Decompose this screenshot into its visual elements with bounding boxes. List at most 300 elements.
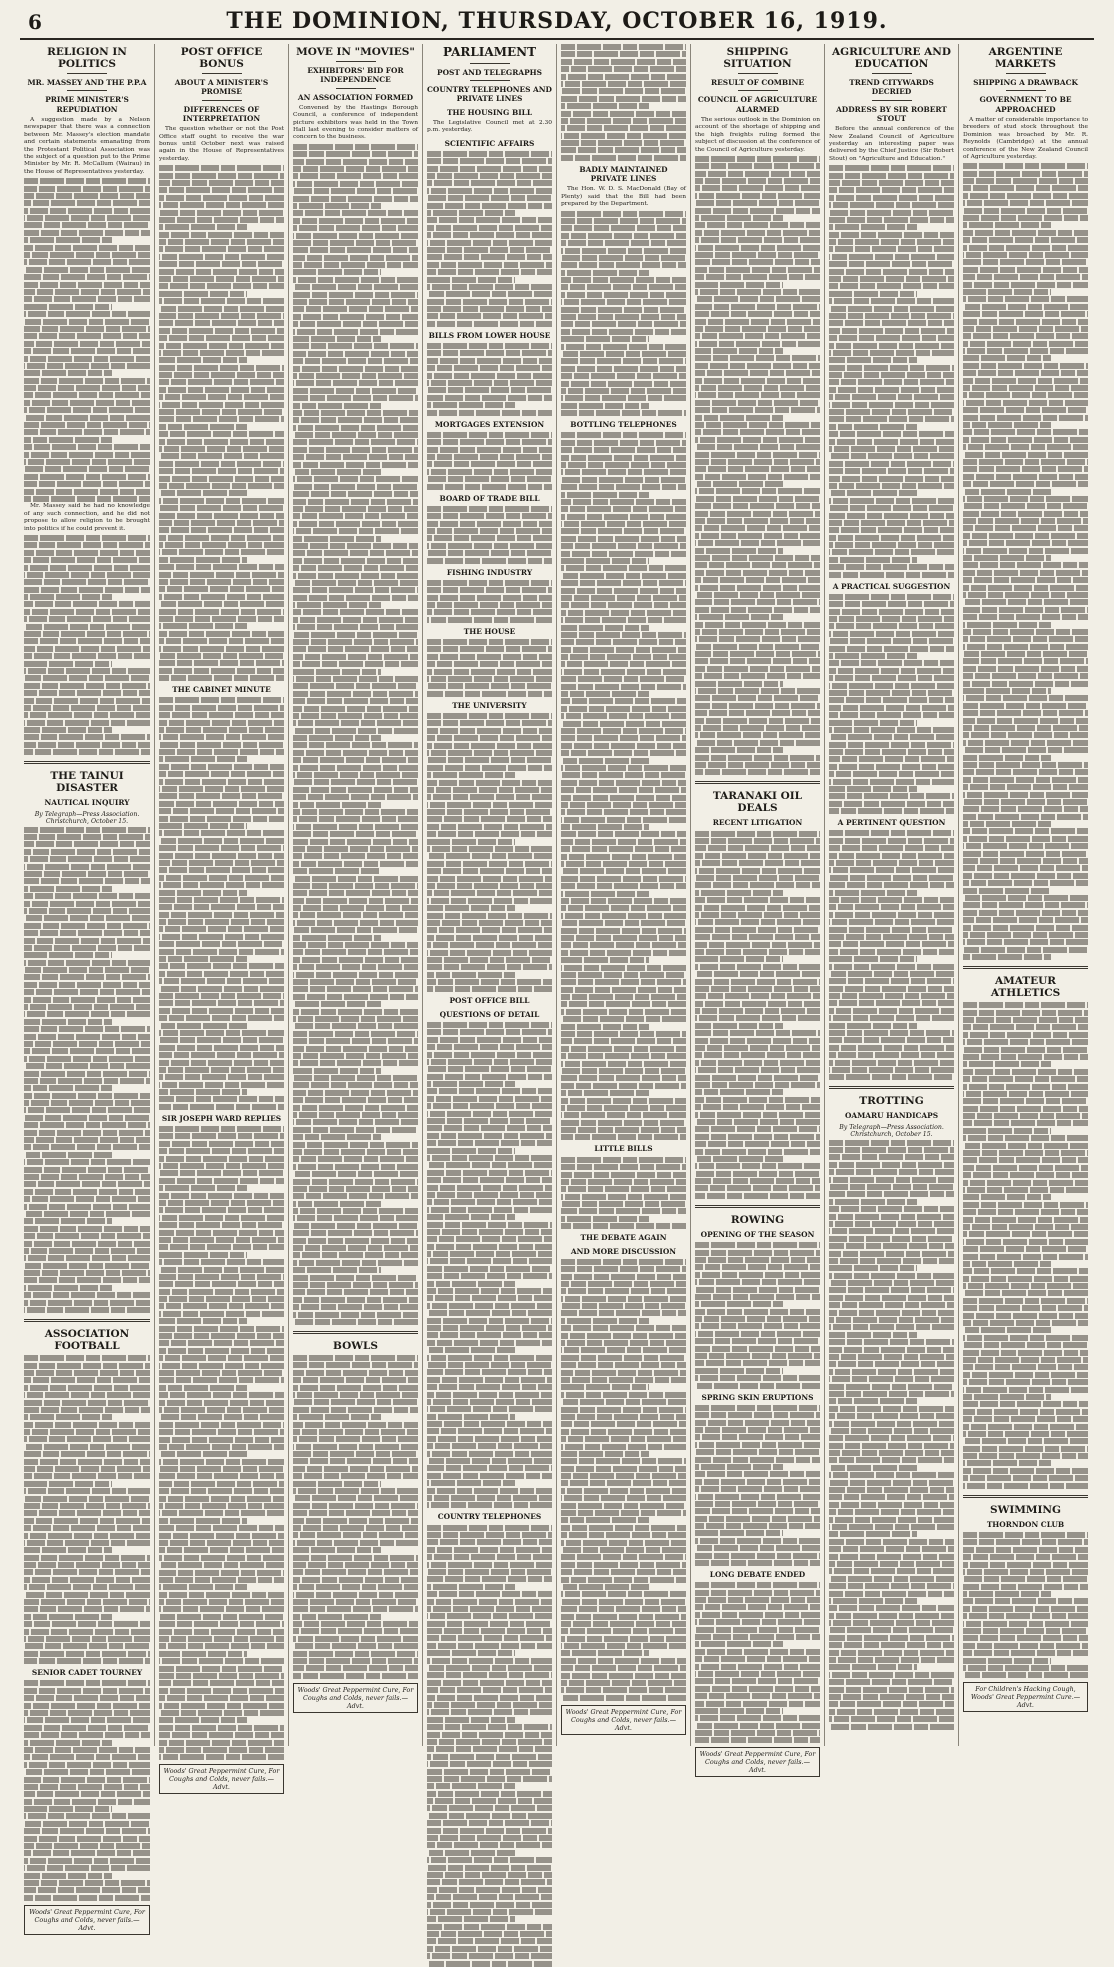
text-line (293, 1577, 418, 1583)
text-line (427, 173, 552, 179)
subheading: THE UNIVERSITY (452, 700, 527, 710)
text-line (963, 1613, 1088, 1619)
text-line (695, 415, 783, 421)
text-line (963, 1672, 1088, 1678)
text-line (561, 521, 686, 527)
text-line (561, 632, 686, 638)
text-line (293, 1636, 418, 1642)
text-line (695, 333, 820, 339)
text-line (695, 1582, 820, 1588)
column-7 (824, 44, 958, 1746)
text-line (561, 492, 649, 498)
text-line (561, 262, 686, 268)
text-line (24, 705, 150, 711)
text-line (695, 422, 820, 428)
text-line (829, 557, 917, 563)
text-line (561, 1414, 686, 1420)
text-line (695, 1715, 820, 1721)
text-line (561, 336, 649, 342)
text-line (427, 1332, 552, 1338)
text-line (963, 1569, 1088, 1575)
text-line (561, 321, 686, 327)
text-line (561, 1495, 686, 1501)
text-line (24, 422, 150, 428)
text-line (427, 1155, 552, 1161)
article-text-block (159, 1126, 284, 1760)
text-line (159, 409, 284, 415)
text-line (829, 1015, 954, 1021)
text-line (695, 1134, 820, 1140)
text-line (695, 237, 820, 243)
text-line (427, 1865, 552, 1871)
text-line (561, 1186, 686, 1192)
text-line (561, 617, 686, 623)
text-line (829, 1450, 954, 1456)
text-line (695, 838, 820, 844)
subheading: BOARD OF TRADE BILL (439, 493, 540, 503)
text-line (293, 196, 418, 202)
column-3 (288, 44, 422, 1746)
text-line (24, 1880, 150, 1886)
text-line (829, 690, 954, 696)
text-line (829, 808, 954, 814)
text-line (695, 1067, 820, 1073)
text-line (427, 387, 552, 393)
text-line (24, 274, 150, 280)
text-line (427, 661, 552, 667)
text-line (695, 274, 820, 280)
text-line (695, 1030, 820, 1036)
text-line (561, 133, 686, 139)
text-line (24, 631, 150, 637)
text-line (159, 283, 284, 289)
text-line (24, 712, 150, 718)
text-line (561, 1208, 686, 1214)
text-line (695, 1723, 820, 1729)
text-line (561, 455, 686, 461)
text-line (963, 1628, 1088, 1634)
text-line (427, 757, 552, 763)
text-line (24, 311, 150, 317)
text-line (829, 1354, 954, 1360)
text-line (159, 1703, 284, 1709)
text-line (829, 1509, 954, 1515)
text-line (427, 1687, 552, 1693)
text-line (159, 1614, 284, 1620)
text-line (24, 1754, 150, 1760)
text-line (561, 1355, 686, 1361)
text-line (561, 462, 686, 468)
text-line (695, 474, 820, 480)
text-line (963, 1290, 1088, 1296)
text-line (159, 246, 284, 252)
text-line (427, 1525, 552, 1531)
text-line (293, 1673, 418, 1679)
text-line (963, 230, 1088, 236)
text-line (427, 365, 552, 371)
text-line (427, 646, 552, 652)
text-line (427, 1502, 552, 1508)
text-line (695, 230, 820, 236)
text-line (829, 860, 954, 866)
text-line (293, 1112, 418, 1118)
text-line (695, 1693, 820, 1699)
text-line (427, 1103, 552, 1109)
text-line (963, 1643, 1088, 1649)
text-line (561, 1075, 686, 1081)
text-line (293, 1297, 418, 1303)
text-line (24, 624, 150, 630)
text-line (427, 1414, 515, 1420)
text-line (427, 728, 552, 734)
text-line (159, 173, 284, 179)
text-line (293, 521, 418, 527)
text-line (159, 217, 284, 223)
text-line (695, 1641, 783, 1647)
text-line (829, 1546, 954, 1552)
text-line (829, 1221, 954, 1227)
text-line (561, 66, 686, 72)
text-line (427, 321, 552, 327)
text-line (561, 551, 686, 557)
text-line (427, 1451, 552, 1457)
text-line (293, 876, 418, 882)
text-line (24, 638, 150, 644)
article-text-block (561, 432, 686, 1140)
text-line (695, 1560, 820, 1566)
text-line (561, 477, 686, 483)
text-line (695, 429, 820, 435)
article-text-block (561, 1157, 686, 1230)
text-line (829, 291, 917, 297)
text-line (561, 1201, 686, 1207)
text-line (963, 644, 1088, 650)
text-line (695, 363, 820, 369)
text-line (24, 1263, 150, 1269)
text-line (159, 365, 284, 371)
text-line (293, 1385, 418, 1391)
text-line (427, 1599, 552, 1605)
text-line (829, 1724, 954, 1730)
text-line (695, 1052, 820, 1058)
text-line (561, 750, 686, 756)
text-line (24, 1122, 150, 1128)
text-line (561, 440, 686, 446)
text-line (695, 666, 820, 672)
text-line (829, 1147, 954, 1153)
text-line (24, 1806, 112, 1812)
text-line (427, 1170, 552, 1176)
text-line (695, 518, 820, 524)
text-line (427, 986, 552, 992)
text-line (159, 1133, 284, 1139)
text-line (159, 1193, 284, 1199)
text-line (24, 429, 150, 435)
text-line (963, 1076, 1088, 1082)
text-line (829, 298, 954, 304)
text-line (963, 1098, 1088, 1104)
text-line (24, 1850, 150, 1856)
text-line (695, 622, 820, 628)
headline: THE TAINUI DISASTER (50, 770, 124, 795)
text-line (829, 771, 954, 777)
text-line (829, 313, 954, 319)
text-line (159, 919, 284, 925)
text-line (695, 533, 820, 539)
text-line (293, 839, 418, 845)
text-line (963, 1084, 1088, 1090)
text-line (963, 1276, 1088, 1282)
text-line (24, 1307, 150, 1313)
text-line (159, 1481, 284, 1487)
text-line (427, 350, 552, 356)
text-line (963, 1621, 1088, 1627)
text-line (561, 240, 686, 246)
text-line (24, 1189, 150, 1195)
text-line (293, 210, 418, 216)
text-line (561, 1038, 686, 1044)
text-line (963, 806, 1088, 812)
text-line (293, 735, 381, 741)
text-line (695, 1264, 820, 1270)
text-line (695, 1119, 820, 1125)
text-line (695, 1664, 820, 1670)
text-line (24, 333, 150, 339)
article-text-block (829, 1140, 954, 1730)
text-line (829, 1487, 954, 1493)
text-line (695, 503, 820, 509)
text-line (24, 1466, 150, 1472)
article-text: Mr. Massey said he had no knowledge of any such connection, and he did not propose to allow religion to be brought into politics if he could prevent it. (24, 503, 150, 532)
text-line (24, 1680, 150, 1686)
text-line (695, 562, 820, 568)
text-line (427, 1769, 552, 1775)
text-line (963, 1424, 1088, 1430)
text-line (24, 1777, 150, 1783)
text-line (293, 233, 418, 239)
text-line (963, 1379, 1088, 1385)
text-line (293, 1105, 418, 1111)
text-line (24, 1459, 150, 1465)
text-line (829, 683, 954, 689)
text-line (159, 1584, 247, 1590)
text-line (427, 609, 552, 615)
text-line (829, 195, 954, 201)
text-line (293, 1075, 418, 1081)
text-line (293, 890, 418, 896)
text-line (427, 1805, 552, 1811)
text-line (293, 1370, 418, 1376)
text-line (159, 1540, 284, 1546)
text-line (427, 1133, 552, 1139)
advertisement: Woods' Great Peppermint Cure, For Coughs and Colds, never fails.—Advt. (159, 1764, 284, 1794)
text-line (159, 1429, 284, 1435)
article-text-block (427, 580, 552, 623)
text-line (963, 326, 1088, 332)
text-line (159, 823, 247, 829)
text-line (829, 749, 954, 755)
subheading: AN ASSOCIATION FORMED (297, 92, 414, 102)
text-line (561, 772, 686, 778)
text-line (695, 1471, 820, 1477)
text-line (963, 1157, 1088, 1163)
text-line (695, 607, 820, 613)
text-line (427, 521, 552, 527)
text-line (561, 1157, 686, 1163)
text-line (293, 240, 418, 246)
text-line (24, 1400, 150, 1406)
subheading: RESULT OF COMBINE (710, 78, 805, 88)
text-line (24, 1300, 150, 1306)
text-line (963, 902, 1088, 908)
text-line (293, 188, 418, 194)
text-line (561, 484, 686, 490)
text-line (829, 1413, 954, 1419)
text-line (159, 239, 284, 245)
text-line (829, 1273, 954, 1279)
text-line (293, 1245, 418, 1251)
text-line (561, 573, 686, 579)
headline: ROWING (730, 1213, 785, 1226)
text-line (829, 845, 954, 851)
text-line (293, 173, 418, 179)
text-line (293, 1614, 381, 1620)
text-line (159, 1363, 284, 1369)
text-line (24, 572, 150, 578)
text-line (159, 594, 284, 600)
text-line (695, 1257, 820, 1263)
text-line (561, 1016, 686, 1022)
text-line (427, 972, 515, 978)
text-line (963, 1460, 1051, 1466)
text-line (829, 1517, 954, 1523)
text-line (159, 1643, 284, 1649)
text-line (829, 993, 954, 999)
text-line (695, 651, 820, 657)
text-line (963, 673, 1088, 679)
text-line (24, 481, 150, 487)
text-line (963, 319, 1088, 325)
text-line (427, 1702, 552, 1708)
columns (20, 44, 1094, 1932)
text-line (159, 1606, 284, 1612)
text-line (561, 1310, 686, 1316)
text-line (829, 1052, 954, 1058)
article-text-block (293, 144, 418, 1325)
text-line (24, 1599, 150, 1605)
advertisement: Woods' Great Peppermint Cure, For Coughs and Colds, never fails.—Advt. (695, 1747, 820, 1777)
text-line (427, 853, 552, 859)
text-line (561, 381, 686, 387)
text-line (829, 1627, 954, 1633)
text-line (561, 528, 686, 534)
text-line (159, 734, 284, 740)
text-line (427, 824, 552, 830)
text-line (24, 1422, 150, 1428)
text-line (695, 644, 820, 650)
text-line (427, 691, 552, 697)
text-line (963, 851, 1088, 857)
text-line (829, 1347, 954, 1353)
text-line (963, 562, 1088, 568)
masthead (20, 4, 1094, 40)
text-line (293, 1156, 418, 1162)
text-line (427, 1672, 552, 1678)
text-line (829, 1524, 954, 1530)
text-line (159, 542, 284, 548)
text-line (695, 725, 820, 731)
text-line (963, 1475, 1088, 1481)
text-line (829, 1258, 954, 1264)
text-line (24, 1703, 150, 1709)
text-line (24, 834, 150, 840)
text-line (24, 930, 150, 936)
text-line (24, 437, 112, 443)
text-line (24, 668, 150, 674)
text-line (829, 468, 954, 474)
subheading: ADDRESS BY SIR ROBERT STOUT (836, 104, 947, 123)
text-line (695, 882, 820, 888)
text-line (829, 638, 954, 644)
text-line (963, 363, 1088, 369)
text-line (963, 614, 1088, 620)
text-line (427, 180, 552, 186)
text-line (293, 1592, 418, 1598)
text-line (293, 816, 418, 822)
text-line (427, 1207, 552, 1213)
text-line (695, 577, 820, 583)
text-line (427, 979, 552, 985)
text-line (427, 158, 552, 164)
text-line (829, 210, 954, 216)
text-line (159, 1067, 284, 1073)
text-line (159, 853, 284, 859)
article-text-block (427, 506, 552, 564)
text-line (829, 1243, 954, 1249)
text-line (829, 1317, 954, 1323)
text-line (159, 1089, 247, 1095)
text-line (427, 240, 552, 246)
text-line (695, 156, 820, 162)
text-line (427, 1473, 552, 1479)
text-line (159, 224, 247, 230)
text-line (293, 144, 418, 150)
text-line (963, 710, 1088, 716)
text-line (829, 1679, 954, 1685)
text-line (427, 1392, 552, 1398)
subheading: MR. MASSEY AND THE P.P.A (27, 78, 147, 88)
text-line (963, 385, 1088, 391)
text-line (293, 1429, 418, 1435)
text-line (24, 489, 150, 495)
text-line (561, 1001, 686, 1007)
text-line (24, 1107, 150, 1113)
text-line (293, 728, 418, 734)
text-line (24, 1821, 150, 1827)
text-line (829, 217, 954, 223)
text-line (963, 917, 1088, 923)
text-line (427, 543, 552, 549)
text-line (427, 780, 552, 786)
text-line (695, 215, 783, 221)
text-line (427, 439, 552, 445)
text-line (24, 1606, 150, 1612)
text-line (24, 178, 150, 184)
text-line (829, 379, 954, 385)
text-line (963, 222, 1051, 228)
text-line (24, 1813, 150, 1819)
text-line (293, 366, 418, 372)
